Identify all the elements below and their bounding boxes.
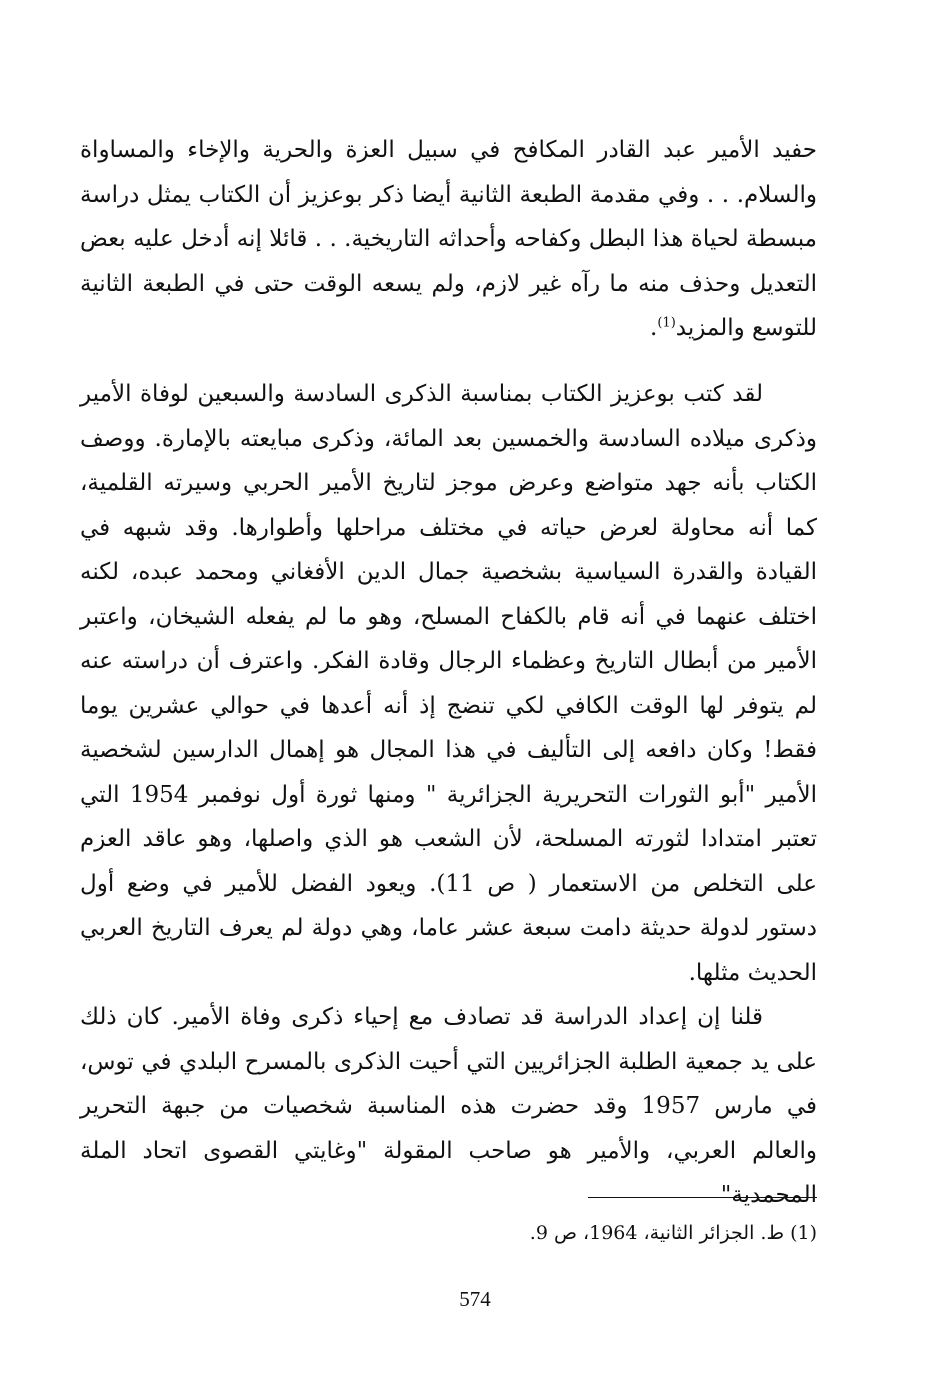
body-paragraph-1 xyxy=(80,128,817,351)
footnote-marker: (1) xyxy=(790,1222,817,1244)
body-paragraph-2 xyxy=(80,372,817,995)
page-number: 574 xyxy=(459,1287,491,1311)
footnote xyxy=(300,1218,817,1248)
footnote-divider xyxy=(588,1197,817,1198)
paragraph-1-text: حفيد الأمير عبد القادر المكافح في سبيل العزة والحرية والإخاء والمساواة والسلام. . . وفي مقدمة الطبعة الثانية أيضا ذكر بوعزيز أن الكتاب يمثل دراسة مبسطة لحياة هذا البطل وكفاحه وأحداثه التاريخية. . . قائلا إنه أدخل عليه بعض التعديل وحذف منه ما رآه غير لازم، ولم يسعه الوقت حتى في الطبعة الثانية للتوسع والمزيد xyxy=(80,137,817,341)
body-paragraph-3 xyxy=(80,995,817,1218)
footnote-text: ط. الجزائر الثانية، 1964، ص 9. xyxy=(529,1222,785,1244)
paragraph-2-text: لقد كتب بوعزيز الكتاب بمناسبة الذكرى السادسة والسبعين لوفاة الأمير وذكرى ميلاده السادسة والخمسين بعد المائة، وذكرى مبايعته بالإمارة. ووصف الكتاب بأنه جهد متواضع وعرض موجز لتاريخ الأمير الحربي وسيرته القلمية، كما أنه محاولة لعرض حياته في مختلف مراحلها وأطوارها. وقد شبهه في القيادة والقدرة السياسية بشخصية جمال الدين الأفغاني ومحمد عبده، لكنه اختلف عنهما في أنه قام بالكفاح المسلح، وهو ما لم يفعله الشيخان، واعتبر الأمير من أبطال التاريخ وعظماء الرجال وقادة الفكر. واعترف أن دراسته عنه لم يتوفر لها الوقت الكافي لكي تنضج إذ أنه أعدها في حوالي عشرين يوما فقط! وكان دافعه إلى التأليف في هذا المجال هو إهمال الدارسين لشخصية الأمير "أبو الثورات التحريرية الجزائرية " ومنها ثورة أول نوفمبر 1954 التي تعتبر امتدادا لثورته المسلحة، لأن الشعب هو الذي واصلها، وهو عاقد العزم على التخلص من الاستعمار ( ص 11). ويعود الفضل للأمير في وضع أول دستور لدولة حديثة دامت سبعة عشر عاما، وهي دولة لم يعرف التاريخ العربي الحديث مثلها. xyxy=(80,381,817,986)
paragraph-1-end: . xyxy=(650,315,658,341)
footnote-reference: (1) xyxy=(657,315,676,331)
paragraph-3-text: قلنا إن إعداد الدراسة قد تصادف مع إحياء ذكرى وفاة الأمير. كان ذلك على يد جمعية الطلبة الجزائريين التي أحيت الذكرى بالمسرح البلدي في توس، في مارس 1957 وقد حضرت هذه المناسبة شخصيات من جبهة التحرير والعالم العربي، والأمير هو صاحب المقولة "وغايتي القصوى اتحاد الملة المحمدية" xyxy=(80,1004,818,1208)
